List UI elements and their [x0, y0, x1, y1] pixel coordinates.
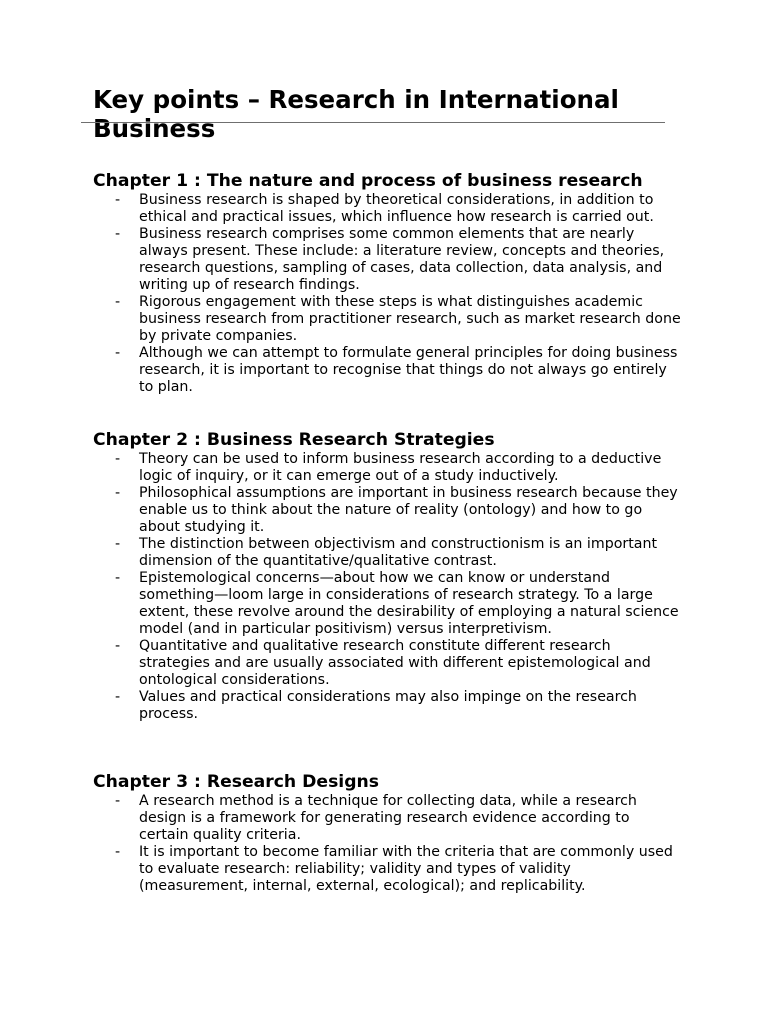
key-point	[93, 638, 683, 689]
key-point	[93, 570, 683, 638]
key-point	[93, 793, 683, 844]
key-point	[93, 226, 683, 294]
chapter-1-section	[93, 171, 683, 396]
key-point-text: Although we can attempt to formulate general principles for doing business research, it is important to recognise that things do not always go entirely to plan.	[139, 345, 678, 395]
key-point	[93, 294, 683, 345]
key-point-text: Theory can be used to inform business research according to a deductive logic of inquiry, or it can emerge out of a study inductively.	[139, 451, 662, 484]
bullet-dash: -	[115, 793, 121, 809]
key-point	[93, 345, 683, 396]
chapter-heading: Chapter 1 : The nature and process of business research	[93, 171, 643, 191]
bullet-dash: -	[115, 844, 121, 860]
chapter-heading: Chapter 3 : Research Designs	[93, 772, 379, 792]
key-point	[93, 192, 683, 226]
chapter-2-section	[93, 430, 683, 723]
key-point	[93, 536, 683, 570]
title-underline-rule	[81, 122, 665, 123]
key-point-text: Business research is shaped by theoretical considerations, in addition to ethical and practical issues, which influence how research is carried out.	[139, 192, 654, 225]
key-point-text: Business research comprises some common elements that are nearly always present. These include: a literature review, concepts and theories, research questions, sampling of cases, data collection, data analysis, and writing up of research findings.	[139, 226, 665, 293]
bullet-dash: -	[115, 226, 121, 242]
bullet-dash: -	[115, 570, 121, 586]
bullet-dash: -	[115, 689, 121, 705]
key-points-list	[93, 451, 683, 723]
key-point-text: Quantitative and qualitative research constitute different research strategies and are usually associated with different epistemological and ontological considerations.	[139, 638, 651, 688]
key-point-text: Epistemological concerns—about how we can know or understand something—loom large in considerations of research strategy. To a large extent, these revolve around the desirability of employing a natural science model (and in particular positivism) versus interpretivism.	[139, 570, 679, 637]
key-point-text: Rigorous engagement with these steps is what distinguishes academic business research from practitioner research, such as market research done by private companies.	[139, 294, 681, 344]
bullet-dash: -	[115, 536, 121, 552]
key-point	[93, 451, 683, 485]
key-point	[93, 485, 683, 536]
key-point-text: It is important to become familiar with the criteria that are commonly used to evaluate research: reliability; validity and types of validity (measurement, internal, external, ecological); and replicability.	[139, 844, 673, 894]
bullet-dash: -	[115, 294, 121, 310]
document-title: Key points – Research in International Business	[93, 85, 619, 143]
chapter-heading: Chapter 2 : Business Research Strategies	[93, 430, 495, 450]
bullet-dash: -	[115, 485, 121, 501]
key-points-list	[93, 793, 683, 895]
key-point-text: Philosophical assumptions are important in business research because they enable us to think about the nature of reality (ontology) and how to go about studying it.	[139, 485, 678, 535]
key-points-list	[93, 192, 683, 396]
bullet-dash: -	[115, 345, 121, 361]
key-point-text: A research method is a technique for collecting data, while a research design is a framework for generating research evidence according to certain quality criteria.	[139, 793, 637, 843]
bullet-dash: -	[115, 451, 121, 467]
key-point-text: The distinction between objectivism and constructionism is an important dimension of the quantitative/qualitative contrast.	[139, 536, 658, 569]
key-point-text: Values and practical considerations may also impinge on the research process.	[139, 689, 637, 722]
bullet-dash: -	[115, 638, 121, 654]
key-point	[93, 844, 683, 895]
chapter-3-section	[93, 772, 683, 895]
bullet-dash: -	[115, 192, 121, 208]
key-point	[93, 689, 683, 723]
